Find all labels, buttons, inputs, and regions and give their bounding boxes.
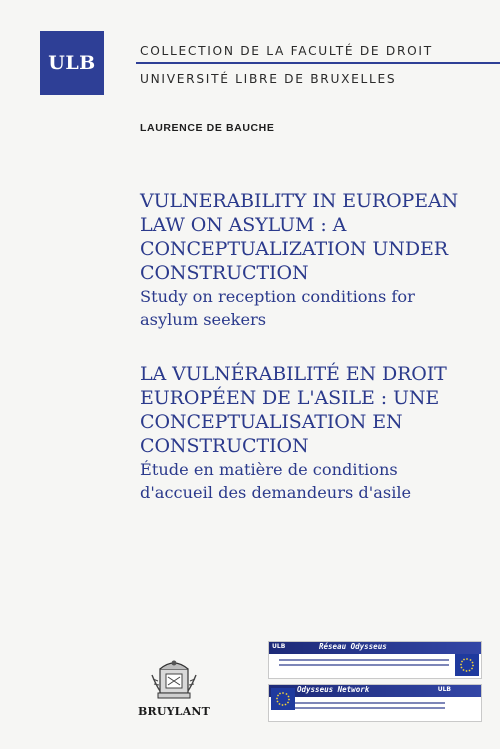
network-card-text [279,702,445,712]
network-card-odysseus [268,684,482,722]
publisher-name: BRUYLANT [138,705,210,718]
english-subtitle [140,285,485,331]
french-title-line: LA VULNÉRABILITÉ EN DROIT [140,363,447,385]
french-title [140,362,485,458]
network-card-reseau [268,641,482,679]
english-subtitle-line: Study on reception conditions for [140,287,415,306]
english-title [140,189,485,285]
network-card-ulb: ULB [272,643,286,650]
french-subtitle-line: Étude en matière de conditions [140,460,398,479]
eu-flag-icon [271,688,295,710]
french-subtitle [140,458,485,504]
french-subtitle-line: d'accueil des demandeurs d'asile [140,483,412,502]
english-title-line: CONCEPTUALIZATION UNDER [140,238,448,260]
french-title-line: EUROPÉEN DE L'ASILE : UNE [140,387,440,409]
network-card-ulb: ULB [437,686,451,693]
english-title-line: VULNERABILITY IN EUROPEAN [140,190,459,212]
university-name: UNIVERSITÉ LIBRE DE BRUXELLES [140,72,397,86]
author-name: LAURENCE DE BAUCHE [140,122,275,134]
network-card-title: Réseau Odysseus [319,642,387,651]
header-divider [136,62,500,64]
ulb-logo-text: ULB [48,52,96,74]
french-title-line: CONCEPTUALISATION EN [140,411,403,433]
network-card-title: Odysseus Network [297,685,370,694]
network-card-text [279,659,449,669]
french-title-block [140,362,485,504]
english-title-block [140,189,485,331]
ulb-logo [40,31,104,95]
french-title-line: CONSTRUCTION [140,435,309,457]
collection-name: COLLECTION DE LA FACULTÉ DE DROIT [140,44,433,58]
english-title-line: CONSTRUCTION [140,262,309,284]
english-title-line: LAW ON ASYLUM : A [140,214,347,236]
publisher-crest-icon [148,653,200,703]
eu-flag-icon [455,654,479,676]
english-subtitle-line: asylum seekers [140,310,267,329]
